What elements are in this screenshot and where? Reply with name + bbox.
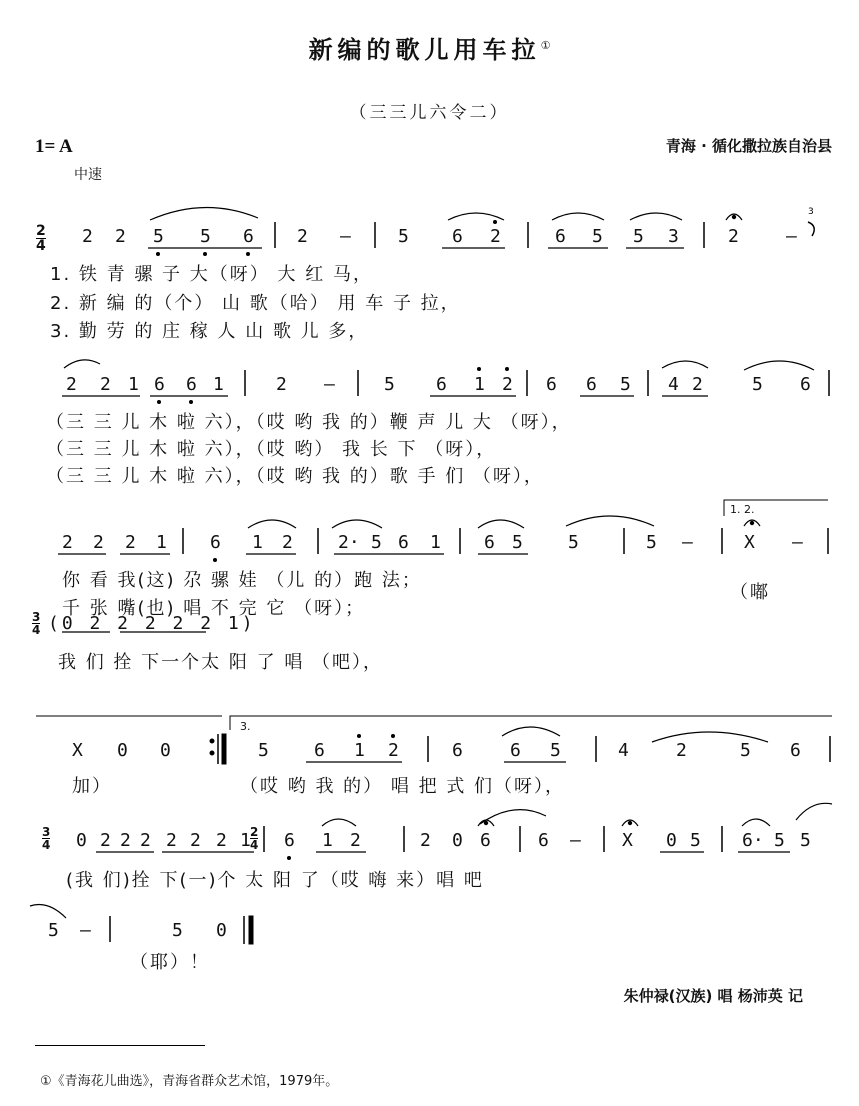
lyrics-verse3-line2: （三 三 儿 木 啦 六），（哎 哟 我 的）歌 手 们 （呀）， [46, 466, 544, 487]
lyrics-verse3-line1: 3. 勤 劳 的 庄 稼 人 山 歌 儿 多， [50, 321, 369, 342]
footnote: ①《青海花儿曲选》，青海省群众艺术馆，1979年。 [40, 1074, 339, 1089]
song-title: 新编的歌儿用车拉① [308, 36, 551, 64]
fermatas [478, 214, 760, 826]
lyrics-verse2-line1: 2. 新 编 的（个） 山 歌（哈） 用 车 子 拉， [50, 293, 461, 314]
repeat-barline [210, 734, 253, 944]
svg-text:3: 3 [808, 207, 814, 217]
lyrics-verse2-line3: 千 张 嘴(也) 唱 不 完 它 （呀）； [62, 598, 366, 619]
song-subtitle: （三三儿六令二） [349, 103, 510, 123]
notation-row-3-intro: (0 2 2 2 2 2 1) [48, 613, 256, 634]
volta-third-ending: 3. [240, 720, 251, 733]
lyrics-row6: （耶）！ [130, 952, 210, 973]
slurs [30, 207, 832, 918]
time-signature-three-four-a: 3 4 [32, 610, 41, 637]
time-signature-two-four-b: 2 4 [250, 825, 259, 852]
key-signature: 1= A [35, 136, 73, 157]
lyrics-verse1-line1: 1. 铁 青 骡 子 大（呀） 大 红 马， [50, 264, 373, 285]
lyrics-verse3-line3: 我 们 拴 下一个太 阳 了 唱 （吧）， [58, 652, 384, 673]
song-origin: 青海 · 循化撒拉族自治县 [665, 137, 832, 155]
lyrics-side-du: （嘟 [730, 582, 770, 603]
credits: 朱仲禄(汉族) 唱 杨沛英 记 [623, 987, 803, 1005]
time-signature-start: 2 4 [36, 223, 46, 254]
tempo-marking: 中速 [74, 167, 102, 183]
barlines [110, 222, 830, 942]
octave-dots [156, 220, 509, 860]
lyrics-verse2-line2: （三 三 儿 木 啦 六），（哎 哟） 我 长 下 （呀）， [46, 439, 497, 460]
lyrics-row4-left: 加） [72, 776, 112, 797]
lyrics-row5: (我 们)拴 下(一)个 太 阳 了（哎 嗨 来）唱 吧 [66, 870, 484, 891]
lyrics-verse1-line2: （三 三 儿 木 啦 六），（哎 哟 我 的）鞭 声 儿 大 （呀）， [46, 412, 572, 433]
volta-first-ending: 1. 2. [730, 503, 755, 516]
lyrics-row4-right: （哎 哟 我 的） 唱 把 式 们（呀）， [240, 776, 566, 797]
breath-mark [808, 207, 814, 236]
beam-underlines [58, 248, 790, 852]
lyrics-verse1-line3: 你 看 我(这) 尕 骡 娃 （儿 的）跑 法； [62, 570, 422, 591]
time-signature-three-four-b: 3 4 [42, 825, 51, 852]
footnote-mark: ① [540, 39, 551, 52]
volta-brackets [36, 500, 832, 730]
